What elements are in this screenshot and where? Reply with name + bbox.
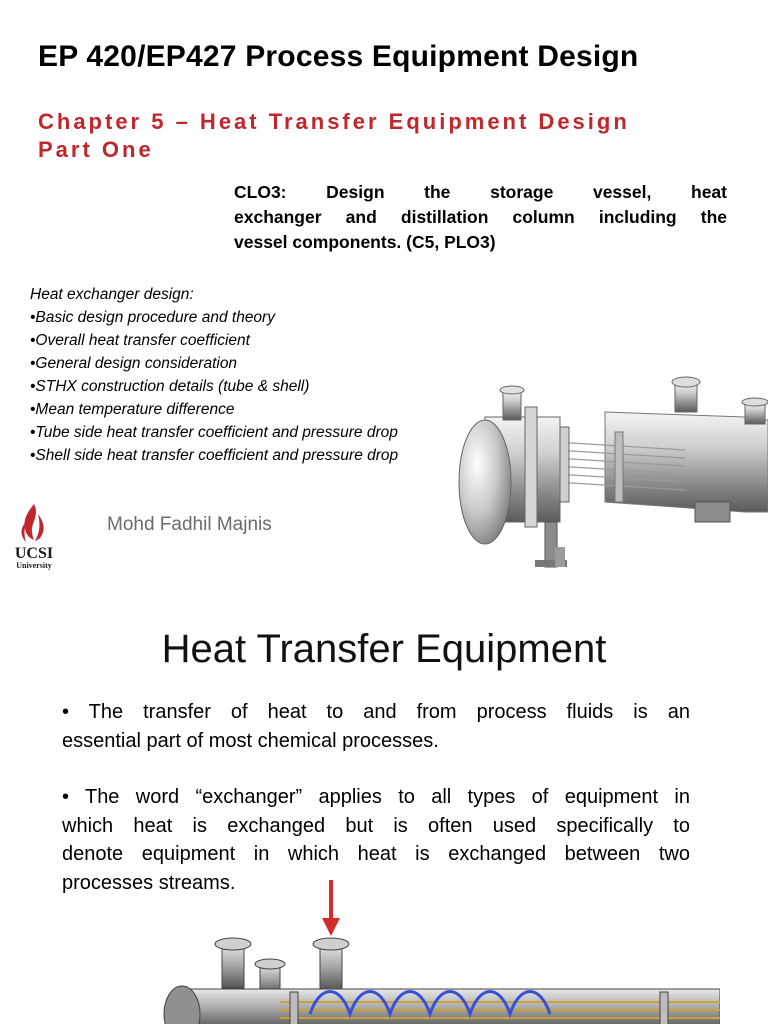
outline-list xyxy=(30,283,398,467)
clo-statement xyxy=(234,180,727,255)
chapter-title xyxy=(38,108,630,164)
outline-item: •Shell side heat transfer coefficient and pressure drop xyxy=(30,447,399,464)
paragraph-line: essential part of most chemical processes. xyxy=(62,729,439,752)
outline-heading: Heat exchanger design: xyxy=(30,286,194,303)
logo-text: UCSI xyxy=(14,545,54,562)
paragraph-line: • The transfer of heat to and from process fluids is an xyxy=(62,701,690,723)
chapter-title-line2: Part One xyxy=(38,137,154,162)
clo-line-1: CLO3: Design the storage vessel, heat xyxy=(234,182,727,202)
outline-item: •General design consideration xyxy=(30,355,238,372)
shell-tube-exchanger-image xyxy=(455,372,768,577)
logo-subtext: University xyxy=(16,561,52,570)
paragraph-line: processes streams. xyxy=(62,871,236,894)
outline-item: •Basic design procedure and theory xyxy=(30,309,275,326)
paragraph-1 xyxy=(62,698,690,755)
content-slide xyxy=(0,598,768,1024)
author-name: Mohd Fadhil Majnis xyxy=(107,514,272,535)
paragraph-line: which heat is exchanged but is often used specifically to xyxy=(62,814,690,837)
chapter-title-line1: Chapter 5 – Heat Transfer Equipment Design xyxy=(38,109,630,134)
exchanger-cutaway-image xyxy=(160,874,720,1024)
outline-item: •Tube side heat transfer coefficient and pressure drop xyxy=(30,424,398,441)
paragraph-line: denote equipment in which heat is exchanged between two xyxy=(62,843,690,865)
slide-heading: Heat Transfer Equipment xyxy=(161,627,607,671)
outline-item: •Mean temperature difference xyxy=(30,401,235,418)
course-title: EP 420/EP427 Process Equipment Design xyxy=(38,40,639,73)
paragraph-line: • The word “exchanger” applies to all types of equipment in xyxy=(62,786,690,808)
inlet-arrow-icon xyxy=(322,880,340,936)
outline-item: •STHX construction details (tube & shell) xyxy=(30,378,310,395)
ucsi-logo xyxy=(4,500,64,576)
clo-line-3: vessel components. (C5, PLO3) xyxy=(234,232,496,252)
clo-line-2: exchanger and distillation column including the xyxy=(234,207,727,227)
outline-item: •Overall heat transfer coefficient xyxy=(30,332,250,349)
